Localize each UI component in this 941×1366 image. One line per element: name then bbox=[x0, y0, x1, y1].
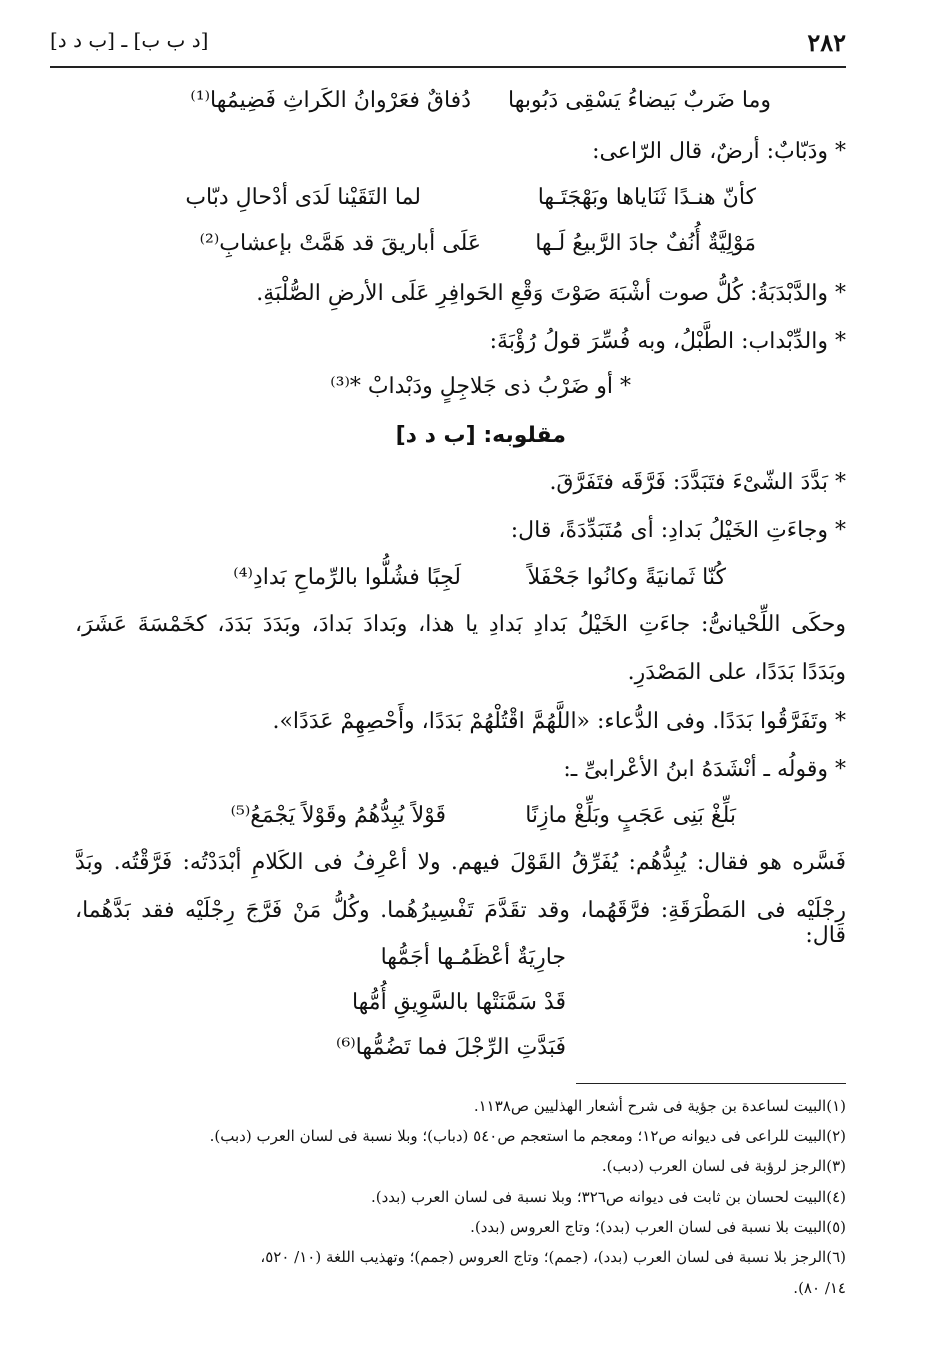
entry-quotation-intro: * وقولُه ـ أنْشَدَهُ ابنُ الأعْرابىِّ ـ: bbox=[563, 757, 846, 782]
verse-5-second-hemistich: لَجِبًا فشُلُّوا بالرِّماحِ بَدادِ⁽⁴⁾ bbox=[233, 565, 461, 590]
footnote-3: (٣)الرجز لرؤبة فى لسان العرب (دبب). bbox=[601, 1157, 846, 1175]
footnote-6-line-2: ١٤/ ٨٠). bbox=[793, 1279, 846, 1297]
verse-3-first-hemistich: مَوْلِيَّةٌ أُنُفٌ جادَ الرَّبيعُ لَـها bbox=[535, 231, 756, 256]
page-number: ٢٨٢ bbox=[807, 28, 846, 57]
entry-dibdab: * والدِّبْداب: الطَّبْلُ، وبه فُسِّرَ قولُ رُؤْبَةَ: bbox=[489, 329, 846, 354]
header-rule bbox=[50, 66, 846, 68]
entry-badadan: * وتَفَرَّقُوا بَدَدًا. وفى الدُّعاء: «اللَّهُمَّ اقْتُلْهُمْ بَدَدًا، وأَحْصِهِمْ عَدَدًا». bbox=[272, 709, 846, 734]
rajaz-line-1: جارِيَةٌ أعْظَمُـها أجَمُّها bbox=[380, 945, 566, 970]
entry-dabdaba: * والدَّبْدَبَةُ: كُلُّ صوت أشْبَهَ صَوْتَ وَقْعِ الحَوافِرِ عَلَى الأرضِ الصُّلْبَةِ. bbox=[256, 281, 846, 306]
running-head: [د ب ب] ـ [ب د د] bbox=[50, 28, 209, 52]
entry-lihyani-line-1: وحكَى اللِّحْيانىُّ: جاءَتِ الخَيْلُ بَدادِ بَدادِ يا هذا، وبَدادَ بَدادَ، وبَدَدَ بَدَدَ، كخَمْسَةَ عَشَرَ، bbox=[75, 612, 846, 637]
entry-commentary-line-1: فَسَّره هو فقال: يُبِدُّهُم: يُفَرِّقُ القَوْلَ فيهم. ولا أعْرِفُ فى الكَلامِ أبْدَدْتُه: فَرَّقْتُه. وبَدَّ bbox=[75, 850, 846, 875]
verse-1-second-hemistich: دُفاقٌ فعَرْوانُ الكَراثِ فَضِيمُها⁽¹⁾ bbox=[190, 88, 471, 113]
entry-commentary-line-2: رِجْلَيْه فى المَطْرَقَةِ: فرَّقَهُما، وقد تقَدَّمَ تَفْسِيرُهُما. وكُلُّ مَنْ فَرَّجَ رِجْلَيْه فقد بَدَّهُما، قال: bbox=[75, 898, 846, 948]
verse-3-second-hemistich: عَلَى أباريقَ قد هَمَّتْ بإعشابِ⁽²⁾ bbox=[199, 231, 481, 256]
verse-2-first-hemistich: كأنّ هنـدًا ثَنَاياها وبَهْجَتَـها bbox=[537, 185, 756, 210]
rajaz-verse-ruba: * أو ضَرْبُ ذى جَلاجِلٍ ودَبْدابْ *⁽³⁾ bbox=[330, 374, 631, 399]
rajaz-line-3: فَبَدَّتِ الرِّجْلَ فما تَضُمُّها⁽⁶⁾ bbox=[336, 1035, 566, 1060]
entry-baddada: * بَدَّدَ الشّىْءَ فتَبَدَّدَ: فَرَّقَه فتَفَرَّقَ. bbox=[549, 470, 846, 495]
footnote-rule bbox=[576, 1083, 846, 1084]
footnote-4: (٤)البيت لحسان بن ثابت فى ديوانه ص٣٢٦؛ وبلا نسبة فى لسان العرب (بدد). bbox=[371, 1188, 846, 1206]
entry-badad: * وجاءَتِ الخَيْلُ بَدادِ: أى مُتَبَدِّدَةً، قال: bbox=[510, 518, 846, 543]
entry-dabbab: * ودَبّابٌ: أرضٌ، قال الرّاعى: bbox=[592, 139, 846, 164]
verse-5-first-hemistich: كُنّا ثَمانيَةً وكانُوا جَحْفَلاً bbox=[527, 565, 726, 590]
verse-6-second-hemistich: قَوْلاً يُبِدُّهُمُ وقَوْلاً يَجْمَعُ⁽⁵⁾ bbox=[230, 803, 446, 828]
footnote-5: (٥)البيت بلا نسبة فى لسان العرب (بدد)؛ وتاج العروس (بدد). bbox=[470, 1218, 846, 1236]
footnote-2: (٢)البيت للراعى فى ديوانه ص١٢؛ ومعجم ما استعجم ص٥٤٠ (دباب)؛ وبلا نسبة فى لسان العرب (دبب). bbox=[209, 1127, 846, 1145]
verse-1-first-hemistich: وما ضَربٌ بَيضاءُ يَسْقِى دَبُوبها bbox=[508, 88, 771, 113]
section-heading: مقلوبه: [ب د د] bbox=[395, 423, 566, 448]
verse-6-first-hemistich: بَلِّغْ بَنِى عَجَبٍ وبَلِّغْ مازِنًا bbox=[525, 803, 736, 828]
verse-2-second-hemistich: لما التَقَيْنا لَدَى أدْحالِ دبّاب bbox=[185, 185, 421, 210]
entry-lihyani-line-2: وبَدَدًا بَدَدًا، على المَصْدَرِ. bbox=[627, 660, 846, 685]
footnote-6-line-1: (٦)الرجز بلا نسبة فى لسان العرب (بدد)، (جمم)؛ وتاج العروس (جمم)؛ وتهذيب اللغة (١٠/ ٥٢٠، bbox=[260, 1248, 846, 1266]
rajaz-line-2: قَدْ سَمَّنَتْها بالسَّوِيقِ أُمُّها bbox=[351, 990, 566, 1015]
footnote-1: (١)البيت لساعدة بن جؤية فى شرح أشعار الهذليين ص١١٣٨. bbox=[473, 1097, 846, 1115]
